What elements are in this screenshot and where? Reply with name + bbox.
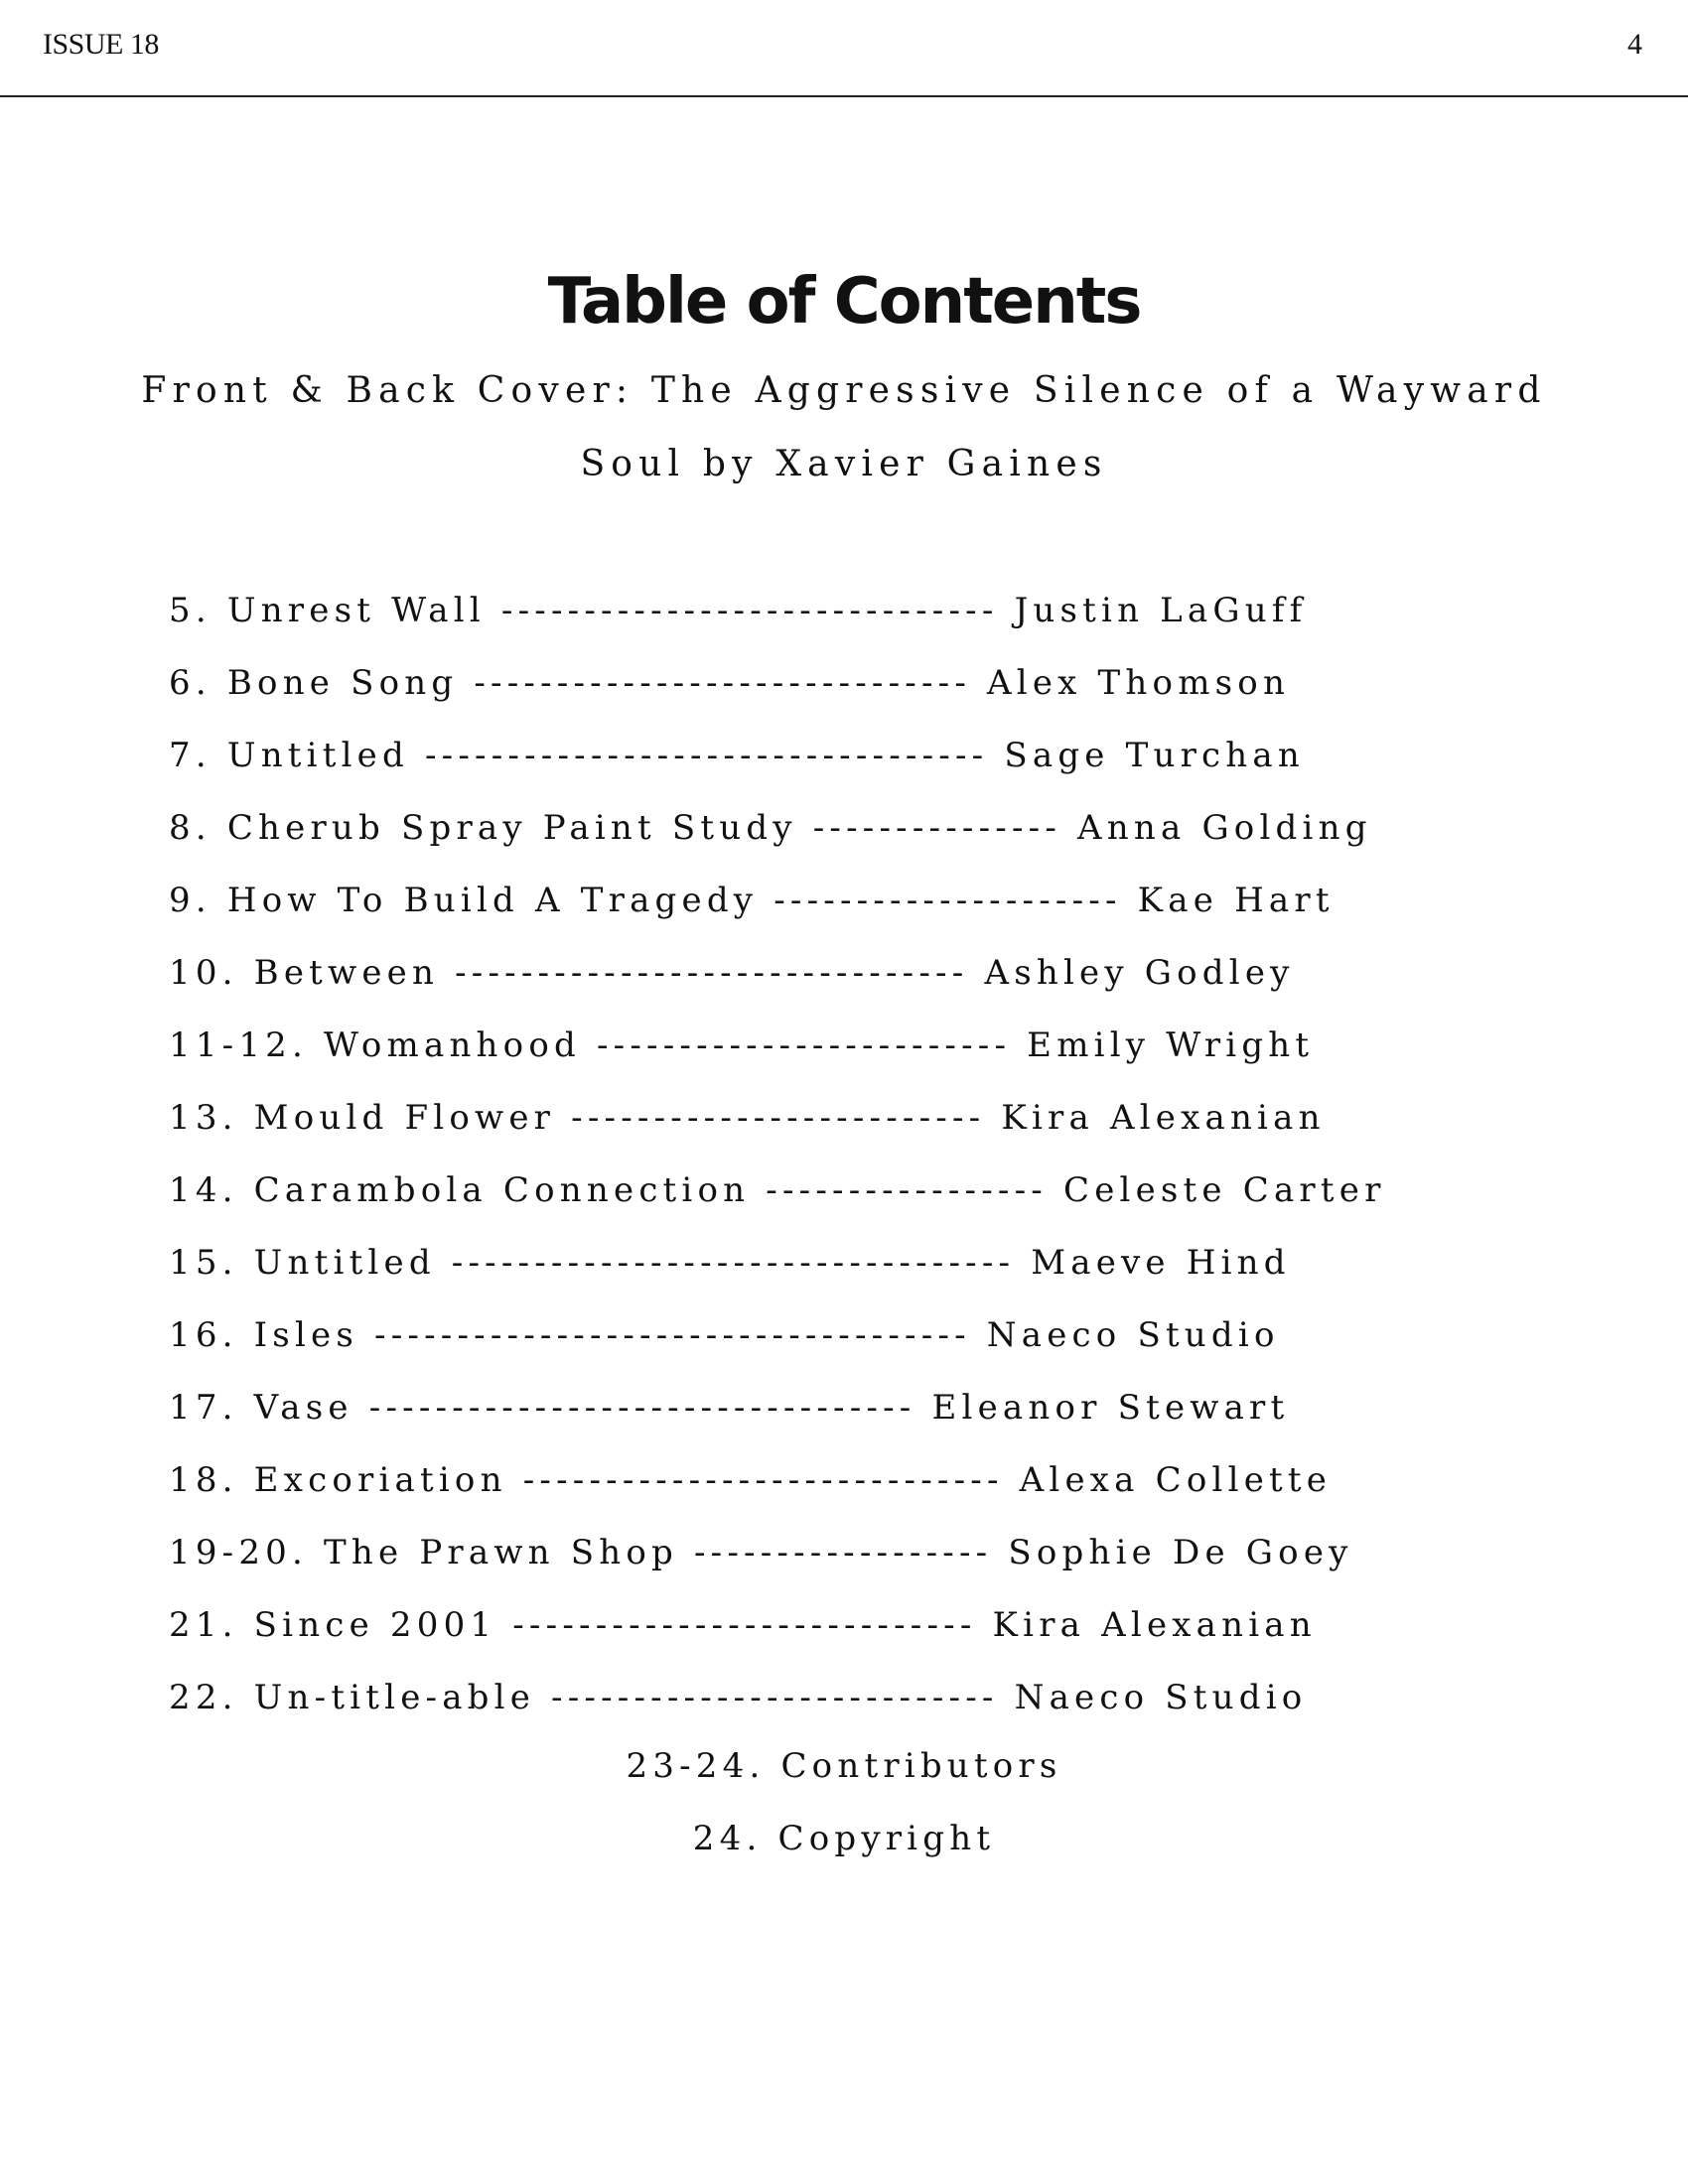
page-title: Table of Contents bbox=[547, 265, 1141, 339]
toc-entry-unrest-wall: 5. Unrest Wall ------------------------------ Justin LaGuff bbox=[169, 591, 1308, 630]
toc-entry-copyright: 24. Copyright bbox=[692, 1819, 996, 1858]
toc-entry-carambola-connection: 14. Carambola Connection ----------------- Celeste Carter bbox=[169, 1170, 1386, 1210]
toc-entry-how-to-build-a-tragedy: 9. How To Build A Tragedy --------------------- Kae Hart bbox=[169, 881, 1335, 920]
toc-entry-excoriation: 18. Excoriation ----------------------------- Alexa Collette bbox=[169, 1460, 1333, 1500]
toc-entry-womanhood: 11-12. Womanhood ------------------------- Emily Wright bbox=[169, 1025, 1315, 1065]
table-of-contents-list bbox=[169, 591, 1499, 1750]
toc-entry-contributors: 23-24. Contributors bbox=[626, 1746, 1062, 1786]
toc-entry-vase: 17. Vase --------------------------------- Eleanor Stewart bbox=[169, 1388, 1290, 1428]
toc-entry-untitled-maeve: 15. Untitled ---------------------------------- Maeve Hind bbox=[169, 1243, 1291, 1283]
toc-entry-cherub-spray-paint: 8. Cherub Spray Paint Study --------------- Anna Golding bbox=[169, 808, 1372, 848]
issue-label: ISSUE 18 bbox=[43, 28, 159, 61]
toc-entry-prawn-shop: 19-20. The Prawn Shop ------------------ Sophie De Goey bbox=[169, 1533, 1353, 1572]
page-header bbox=[0, 0, 1688, 97]
toc-entry-un-title-able: 22. Un-title-able --------------------------- Naeco Studio bbox=[169, 1678, 1308, 1717]
toc-entry-untitled-sage: 7. Untitled ---------------------------------- Sage Turchan bbox=[169, 736, 1305, 775]
toc-entry-isles: 16. Isles ------------------------------------ Naeco Studio bbox=[169, 1315, 1280, 1355]
cover-credit-line-2: Soul by Xavier Gaines bbox=[580, 444, 1108, 484]
toc-entry-between: 10. Between ------------------------------- Ashley Godley bbox=[169, 953, 1295, 993]
page-number: 4 bbox=[1627, 28, 1642, 61]
toc-entry-since-2001: 21. Since 2001 ---------------------------- Kira Alexanian bbox=[169, 1605, 1317, 1645]
toc-entry-bone-song: 6. Bone Song ------------------------------ Alex Thomson bbox=[169, 663, 1291, 703]
toc-entry-mould-flower: 13. Mould Flower ------------------------- Kira Alexanian bbox=[169, 1098, 1326, 1138]
cover-credit-line-1: Front & Back Cover: The Aggressive Silence of a Wayward bbox=[141, 370, 1547, 411]
